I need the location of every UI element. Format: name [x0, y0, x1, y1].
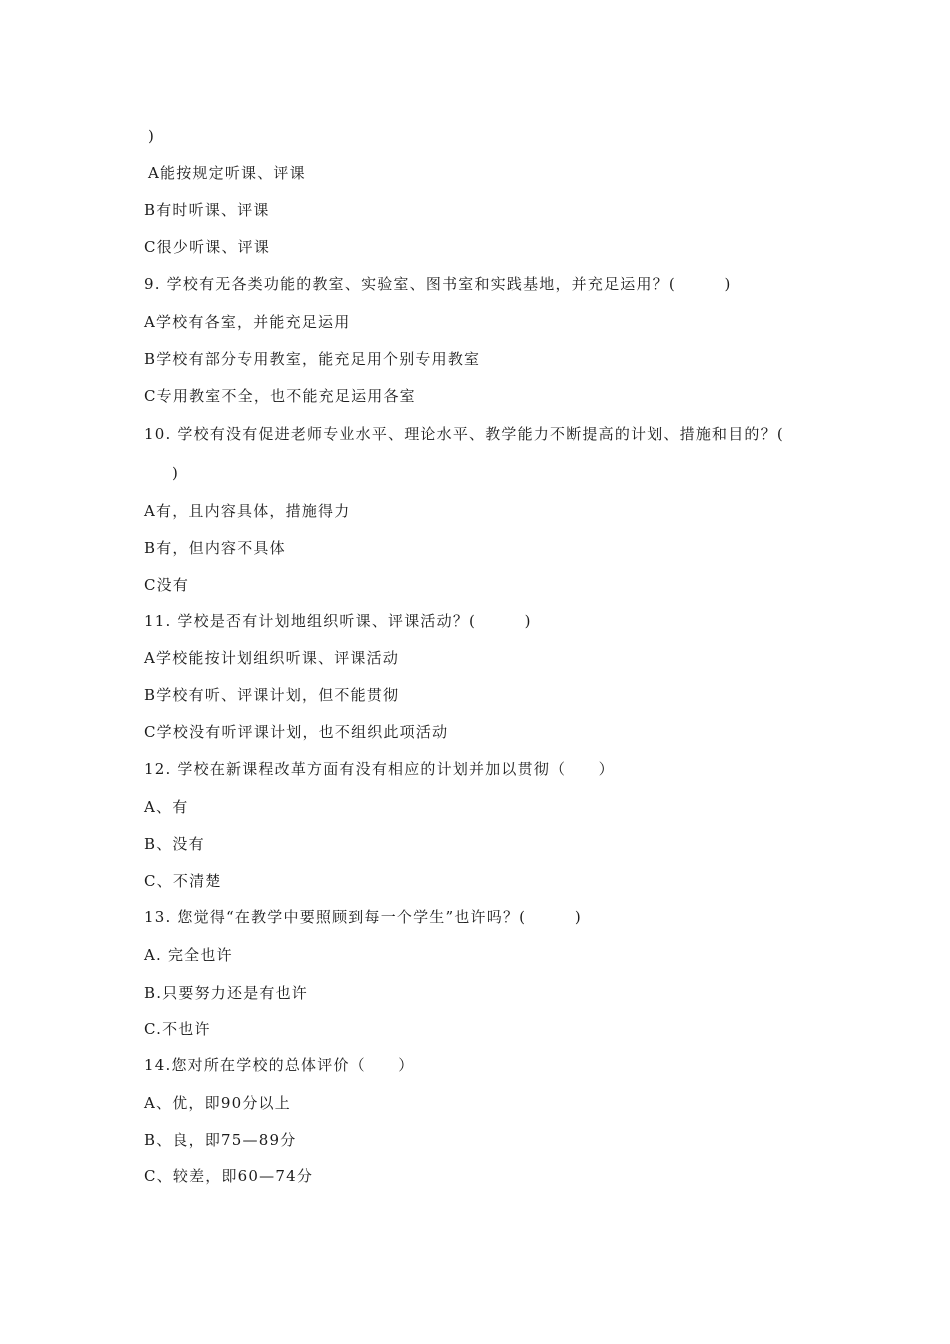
q13-option-c: C.不也许: [144, 1020, 211, 1038]
question-8-closing-paren: ): [148, 127, 156, 145]
q8-option-b: B有时听课、评课: [144, 201, 270, 219]
q11-option-b: B学校有听、评课计划，但不能贯彻: [144, 686, 400, 704]
question-10: 10. 学校有没有促进老师专业水平、理论水平、教学能力不断提高的计划、措施和目的？(: [144, 425, 784, 443]
question-12: 12. 学校在新课程改革方面有没有相应的计划并加以贯彻（ ）: [144, 760, 615, 778]
question-14: 14.您对所在学校的总体评价（ ）: [144, 1056, 415, 1074]
q14-option-a: A、优，即90分以上: [144, 1094, 291, 1112]
q8-option-a: A能按规定听课、评课: [148, 164, 306, 182]
q10-option-a: A有，且内容具体，措施得力: [144, 502, 351, 520]
q10-option-b: B有，但内容不具体: [144, 539, 286, 557]
question-11: 11. 学校是否有计划地组织听课、评课活动？( ): [144, 612, 532, 630]
question-13: 13. 您觉得“在教学中要照顾到每一个学生”也许吗？( ): [144, 908, 582, 926]
question-10-closing-paren: ): [172, 464, 180, 482]
q12-option-b: B、没有: [144, 835, 205, 853]
q11-option-c: C学校没有听评课计划，也不组织此项活动: [144, 723, 449, 741]
q11-option-a: A学校能按计划组织听课、评课活动: [144, 649, 400, 667]
q12-option-a: A、有: [144, 798, 189, 816]
q14-option-c: C、较差，即60—74分: [144, 1167, 314, 1185]
question-9: 9. 学校有无各类功能的教室、实验室、图书室和实践基地，并充足运用？( ): [144, 275, 732, 293]
q8-option-c: C很少听课、评课: [144, 238, 271, 256]
q9-option-c: C专用教室不全，也不能充足运用各室: [144, 387, 416, 405]
q13-option-a: A. 完全也许: [144, 946, 233, 964]
q13-option-b: B.只要努力还是有也许: [144, 984, 308, 1002]
q9-option-b: B学校有部分专用教室，能充足用个别专用教室: [144, 350, 481, 368]
q9-option-a: A学校有各室，并能充足运用: [144, 313, 351, 331]
q12-option-c: C、不清楚: [144, 872, 222, 890]
q10-option-c: C没有: [144, 576, 190, 594]
q14-option-b: B、良，即75—89分: [144, 1131, 297, 1149]
